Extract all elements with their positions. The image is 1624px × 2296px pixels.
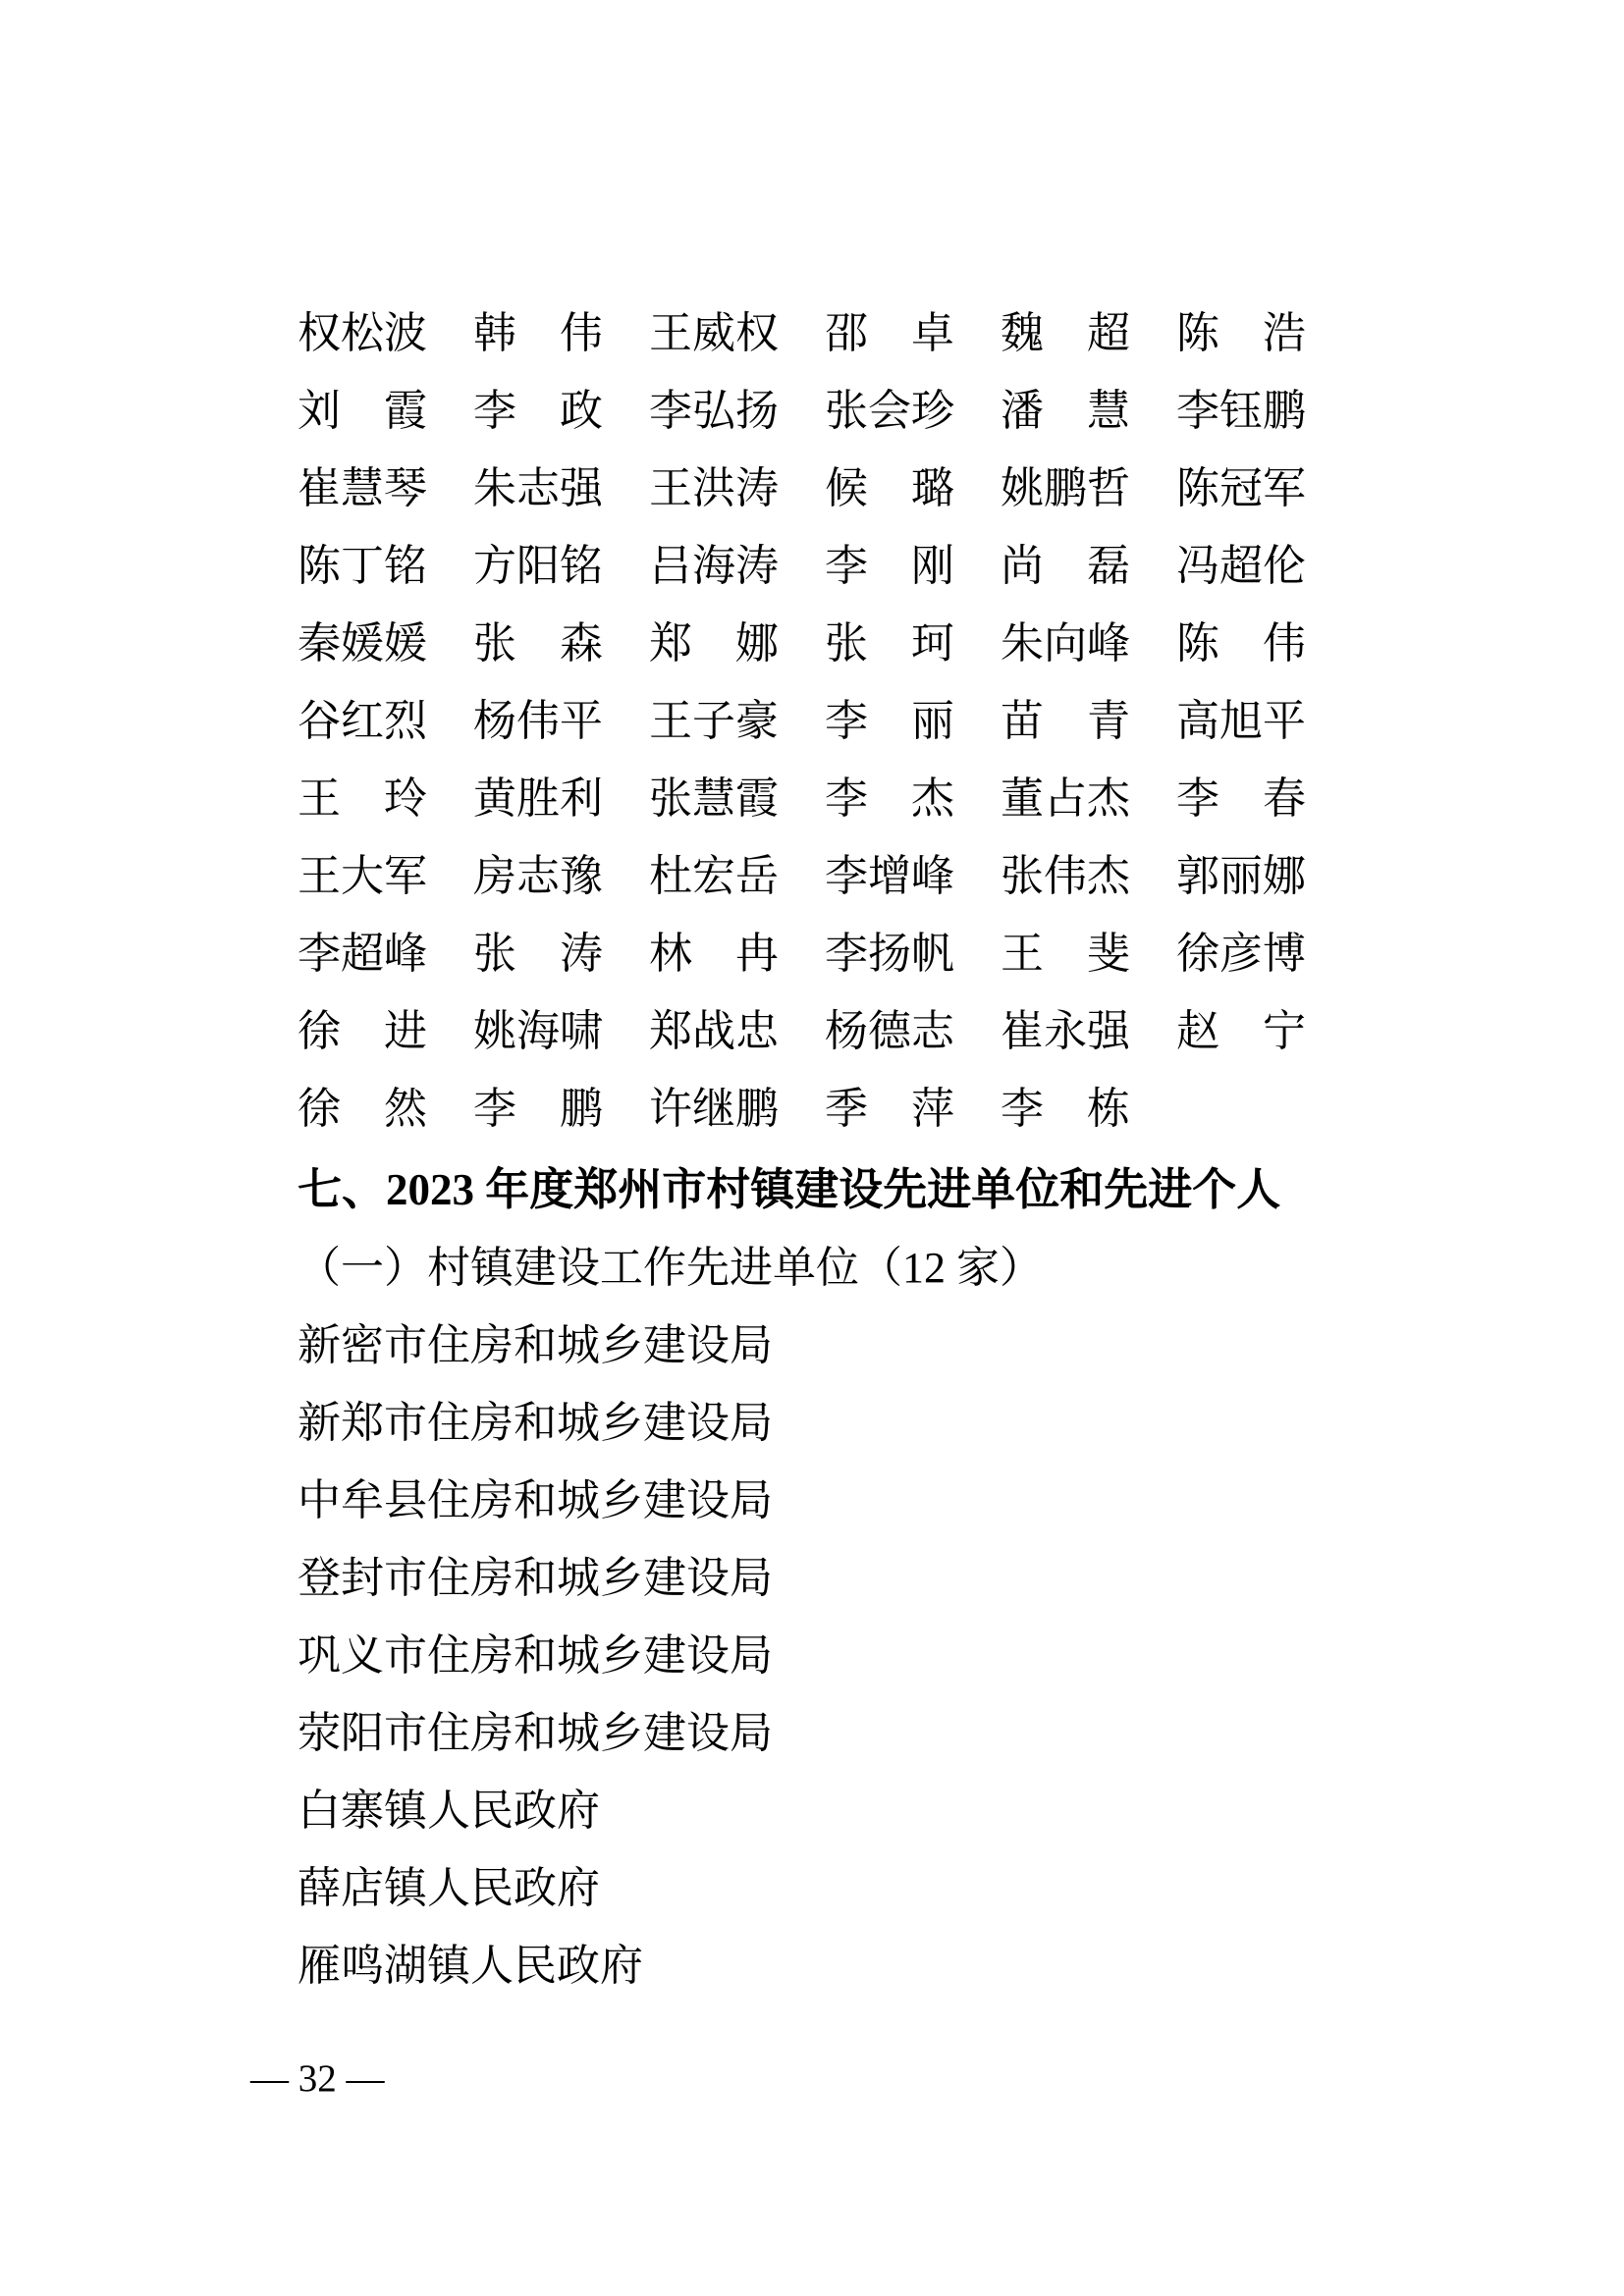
person-name: 李增峰 [825,852,954,900]
advanced-unit-list [298,1307,773,2004]
person-name: 林 冉 [649,930,779,978]
person-name: 徐 进 [298,1007,427,1055]
person-name: 张 珂 [825,619,954,667]
org-list-item: 登封市住房和城乡建设局 [298,1554,773,1602]
org-list-item: 荥阳市住房和城乡建设局 [298,1709,773,1757]
person-name: 李超峰 [298,930,427,978]
person-name: 崔永强 [1001,1007,1130,1055]
org-list-item: 中牟县住房和城乡建设局 [298,1476,773,1524]
person-name: 潘 慧 [1001,387,1130,435]
person-name: 张 涛 [473,930,603,978]
person-name: 刘 霞 [298,387,427,435]
person-name: 苗 青 [1001,697,1130,745]
person-name: 姚鹏哲 [1001,464,1130,512]
person-name: 黄胜利 [473,774,603,823]
org-list-item: 新郑市住房和城乡建设局 [298,1399,773,1447]
person-name: 崔慧琴 [298,464,427,512]
person-name: 李钰鹏 [1176,387,1306,435]
person-name: 方阳铭 [473,542,603,590]
person-name: 朱向峰 [1001,619,1130,667]
person-name: 李 杰 [825,774,954,823]
person-name: 陈 浩 [1176,309,1306,357]
person-name: 李 鹏 [473,1085,603,1133]
org-list-item: 薛店镇人民政府 [298,1864,600,1912]
person-name: 房志豫 [473,852,603,900]
person-name: 王洪涛 [649,464,779,512]
person-name: 郭丽娜 [1176,852,1306,900]
person-name: 郑 娜 [649,619,779,667]
person-name: 张慧霞 [649,774,779,823]
org-list-item: 新密市住房和城乡建设局 [298,1321,773,1369]
person-name: 陈冠军 [1176,464,1306,512]
person-name: 徐 然 [298,1085,427,1133]
person-name: 许继鹏 [649,1085,779,1133]
org-list-item: 白寨镇人民政府 [298,1787,600,1835]
person-name: 董占杰 [1001,774,1130,823]
person-name: 尚 磊 [1001,542,1130,590]
person-name: 陈丁铭 [298,542,427,590]
person-name: 王 斐 [1001,930,1130,978]
person-name: 秦媛媛 [298,619,427,667]
person-name: 杨德志 [825,1007,954,1055]
person-name: 王子豪 [649,697,779,745]
awardee-name-grid [298,294,1306,1148]
org-list-item: 雁鸣湖镇人民政府 [298,1942,643,1990]
person-name: 徐彦博 [1176,930,1306,978]
person-name: 王大军 [298,852,427,900]
person-name: 权松波 [298,309,427,357]
person-name: 李 栋 [1001,1085,1130,1133]
person-name: 谷红烈 [298,697,427,745]
person-name: 候 璐 [825,464,954,512]
section-heading: 七、2023 年度郑州市村镇建设先进单位和先进个人 [298,1165,1281,1214]
person-name: 杨伟平 [473,697,603,745]
person-name: 郑战忠 [649,1007,779,1055]
person-name: 赵 宁 [1176,1007,1306,1055]
person-name: 李 政 [473,387,603,435]
person-name: 张会珍 [825,387,954,435]
person-name: 姚海啸 [473,1007,603,1055]
person-name: 李弘扬 [649,387,779,435]
person-name: 高旭平 [1176,697,1306,745]
person-name: 李 刚 [825,542,954,590]
org-list-item: 巩义市住房和城乡建设局 [298,1631,773,1680]
person-name: 邵 卓 [825,309,954,357]
page-number: — 32 — [250,2057,385,2100]
subsection-heading: （一）村镇建设工作先进单位（12 家） [298,1244,1043,1292]
person-name: 李 春 [1176,774,1306,823]
person-name: 李 丽 [825,697,954,745]
person-name: 李扬帆 [825,930,954,978]
person-name: 韩 伟 [473,309,603,357]
person-name: 冯超伦 [1176,542,1306,590]
person-name: 王 玲 [298,774,427,823]
person-name: 杜宏岳 [649,852,779,900]
person-name: 王威权 [649,309,779,357]
person-name: 张 森 [473,619,603,667]
person-name: 季 萍 [825,1085,954,1133]
person-name: 朱志强 [473,464,603,512]
person-name: 陈 伟 [1176,619,1306,667]
person-name: 魏 超 [1001,309,1130,357]
person-name: 吕海涛 [649,542,779,590]
person-name: 张伟杰 [1001,852,1130,900]
